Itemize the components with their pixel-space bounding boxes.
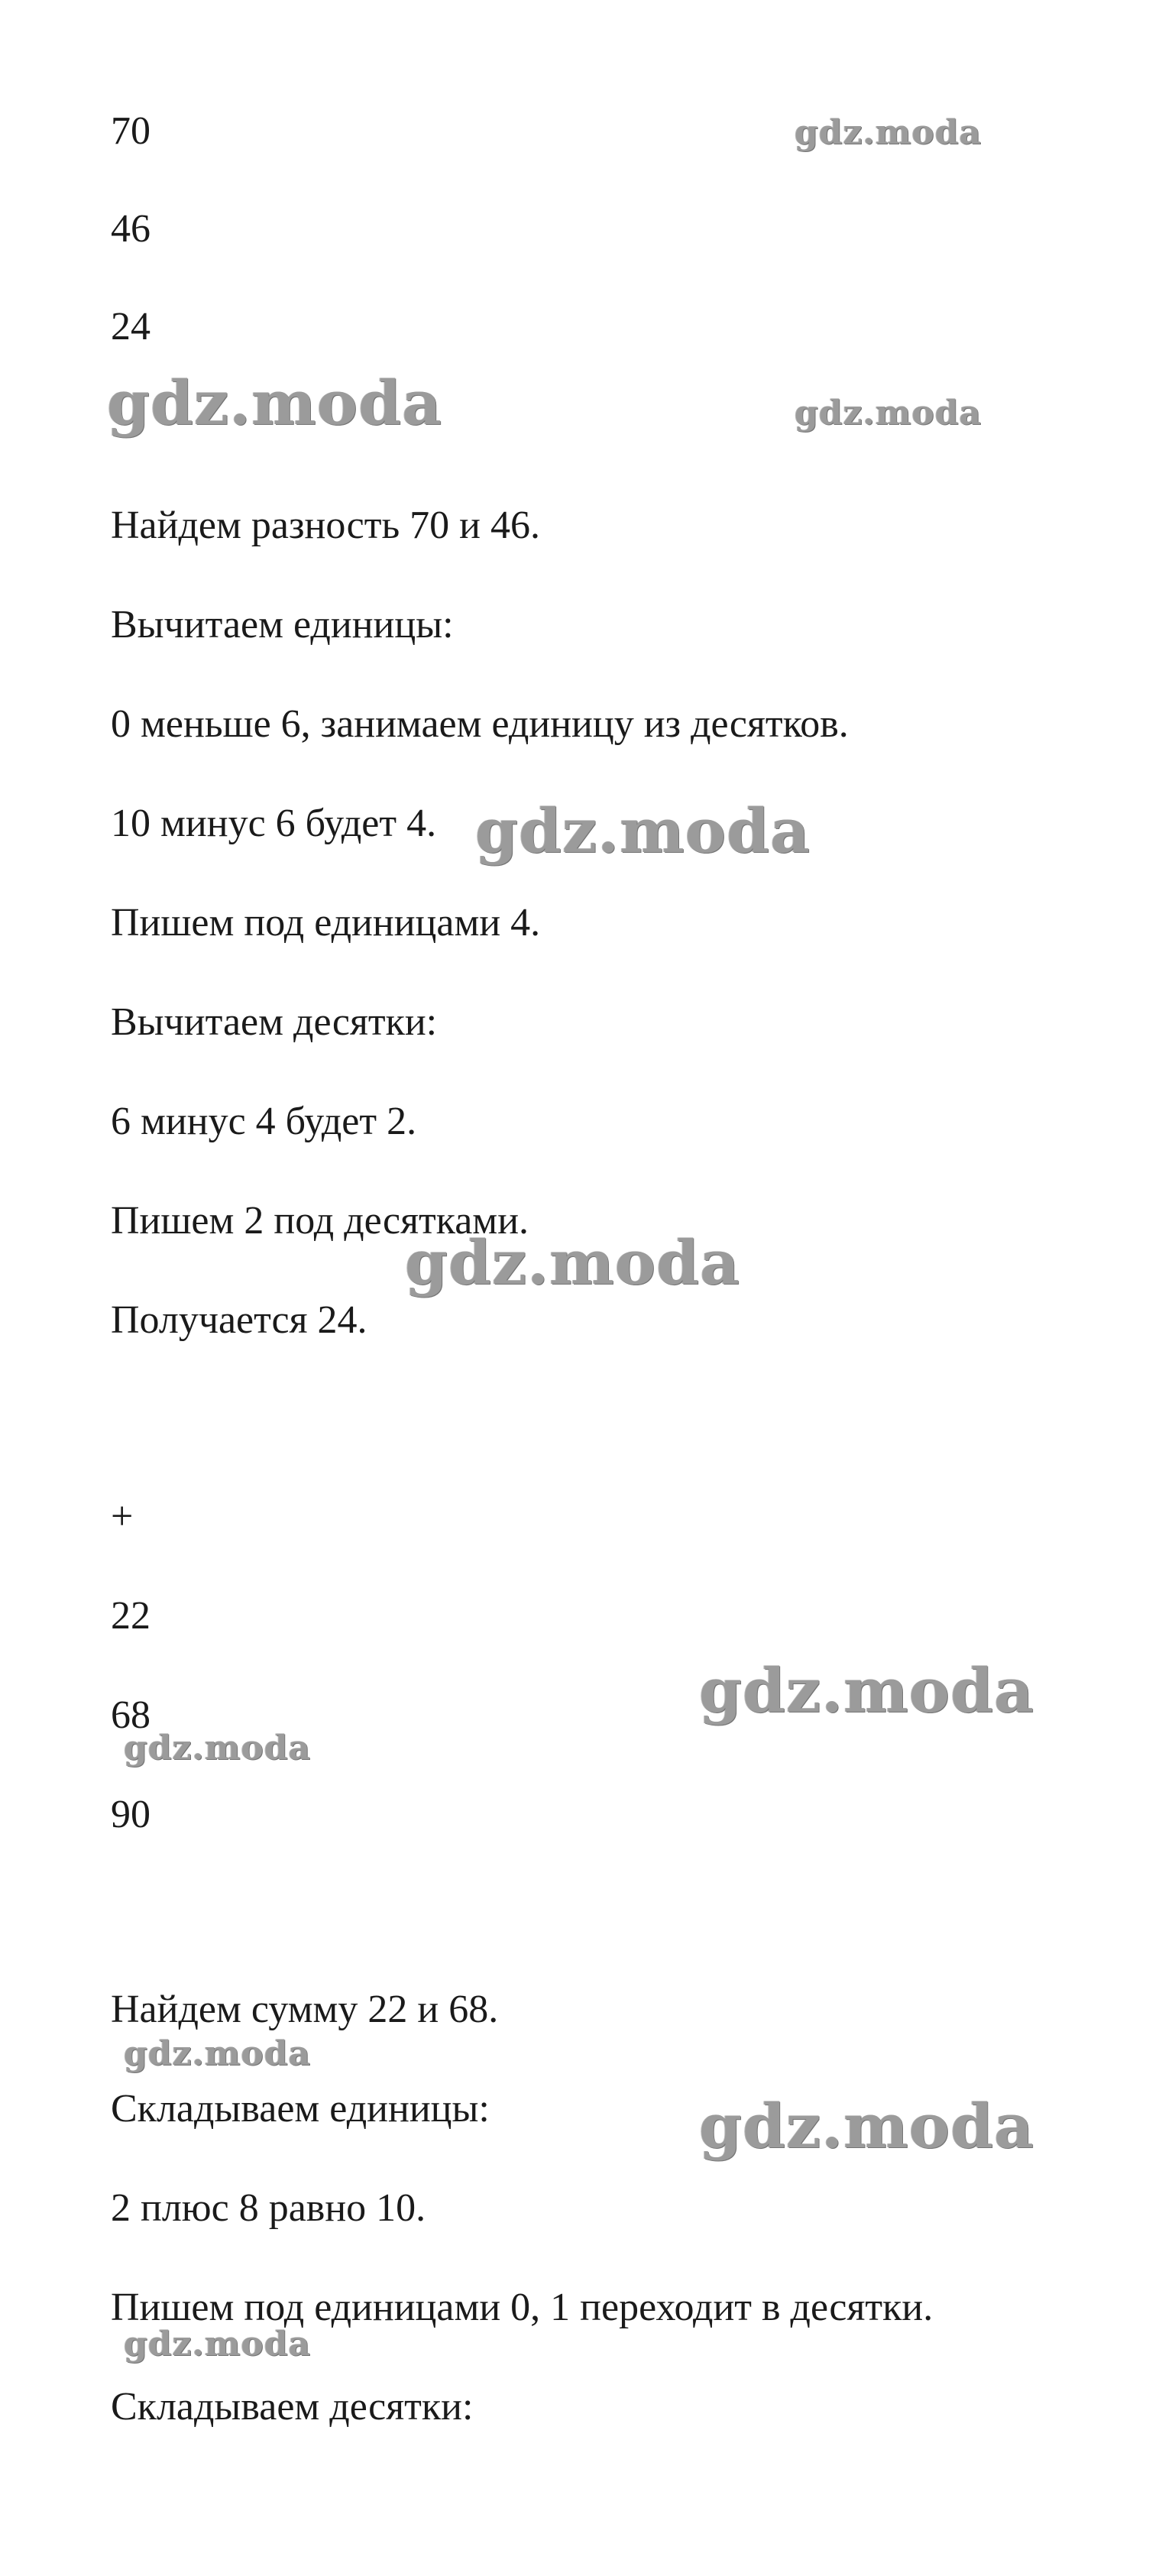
text-line: 68 (111, 1693, 151, 1737)
watermark: gdz.moda (699, 2090, 1034, 2162)
text-line: Найдем разность 70 и 46. (111, 504, 540, 547)
text-line: Складываем десятки: (111, 2385, 474, 2429)
text-line: 6 минус 4 будет 2. (111, 1100, 417, 1143)
text-line: Складываем единицы: (111, 2087, 490, 2130)
text-line: 90 (111, 1793, 151, 1836)
text-line: Пишем под единицами 4. (111, 901, 541, 945)
watermark: gdz.moda (124, 2325, 312, 2364)
watermark: gdz.moda (699, 1654, 1034, 1726)
operator-plus: + (111, 1495, 134, 1538)
watermark: gdz.moda (124, 2034, 312, 2073)
watermark: gdz.moda (405, 1226, 740, 1298)
text-line: 46 (111, 207, 151, 251)
text-line: Найдем сумму 22 и 68. (111, 1988, 499, 2031)
text-line: 2 плюс 8 равно 10. (111, 2186, 426, 2230)
text-line: Вычитаем десятки: (111, 1000, 438, 1044)
text-line: Пишем 2 под десятками. (111, 1199, 529, 1243)
watermark: gdz.moda (475, 795, 811, 867)
watermark: gdz.moda (795, 394, 982, 433)
text-line: 24 (111, 305, 151, 348)
text-line: 10 минус 6 будет 4. (111, 802, 437, 845)
watermark: gdz.moda (107, 367, 442, 439)
watermark: gdz.moda (795, 113, 982, 152)
text-line: Получается 24. (111, 1298, 367, 1342)
watermark: gdz.moda (124, 1729, 312, 1768)
text-line: Пишем под единицами 0, 1 переходит в десятки. (111, 2286, 934, 2329)
text-line: 22 (111, 1594, 151, 1638)
text-line: 0 меньше 6, занимаем единицу из десятков. (111, 702, 849, 746)
text-line: Вычитаем единицы: (111, 603, 454, 646)
text-line: 70 (111, 109, 151, 153)
